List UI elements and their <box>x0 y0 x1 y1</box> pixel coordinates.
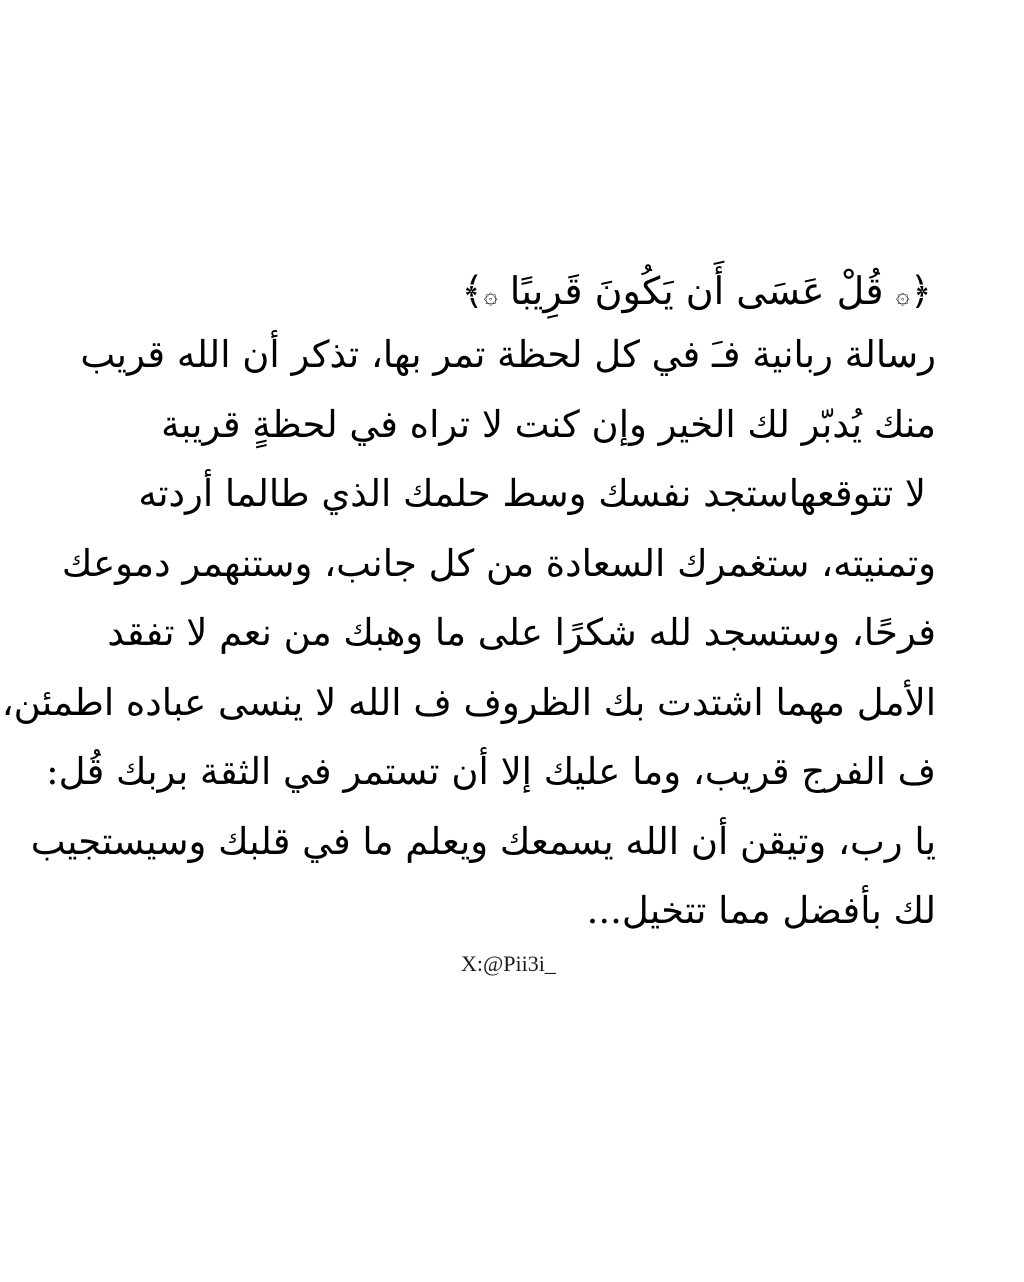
text-line: لا تتوقعهاستجد نفسك وسط حلمك الذي طالما أردته <box>138 472 926 515</box>
text-line: وتمنيته، ستغمرك السعادة من كل جانب، وستنهمر دموعك <box>61 541 936 585</box>
quran-verse-heading <box>60 262 932 320</box>
text-line: رسالة ربانية فـَ في كل لحظة تمر بها، تذكر أن الله قريب <box>80 333 936 376</box>
post-text <box>1 262 936 946</box>
author-handle: X:@Pii3i_ <box>461 951 556 976</box>
verse-text: قُلْ عَسَى أَن يَكُونَ قَرِيبًا <box>509 269 884 313</box>
text-line: الأمل مهما اشتدت بك الظروف ف الله لا ينسى عباده اطمئن، <box>1 680 936 724</box>
rub-el-hizb-icon: ۞ <box>483 280 498 309</box>
text-line: ف الفرج قريب، وما عليك إلا أن تستمر في الثقة بربك قُل: <box>46 750 936 793</box>
text-line: يا رب، وتيقن أن الله يسمعك ويعلم ما في قلبك وسيستجيب <box>30 819 936 863</box>
rub-el-hizb-icon: ۞ <box>895 280 910 309</box>
text-line: فرحًا، وستسجد لله شكرًا على ما وهبك من نعم لا تفقد <box>107 611 936 654</box>
text-line: منك يُدبّر لك الخير وإن كنت لا تراه في لحظةٍ قريبة <box>161 402 936 446</box>
ornate-bracket-open: ﴿ <box>909 269 932 313</box>
text-line: لك بأفضل مما تتخيل... <box>586 889 936 932</box>
ornate-bracket-close: ﴾ <box>461 269 484 313</box>
